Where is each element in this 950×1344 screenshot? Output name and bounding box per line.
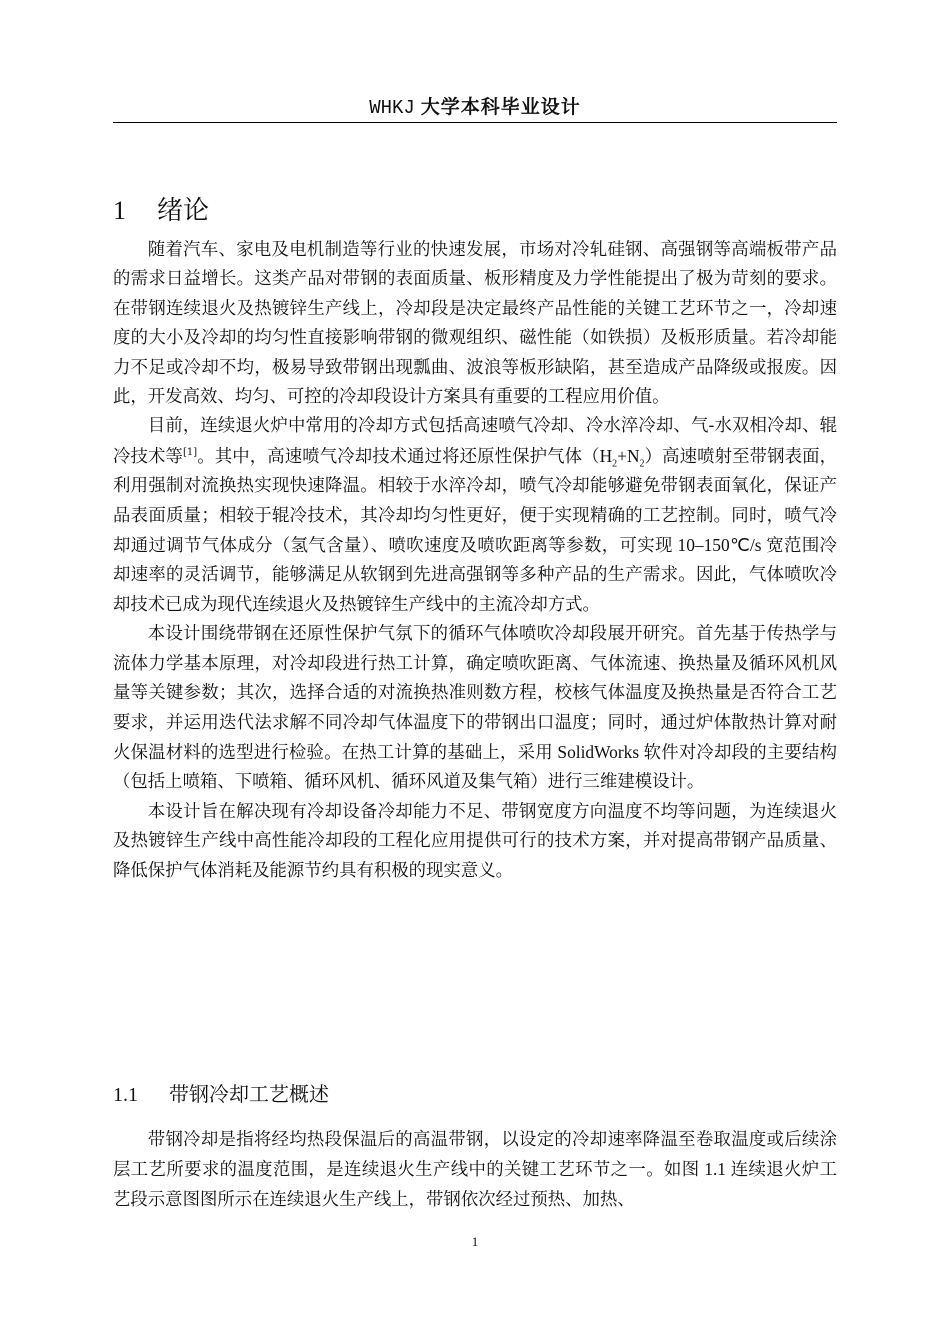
intro-body	[113, 236, 837, 886]
formula-n: +N	[617, 445, 640, 466]
formula-sub-1: 2	[612, 458, 618, 470]
chapter-title: 绪论	[157, 196, 210, 226]
software-name: SolidWorks	[552, 741, 644, 762]
section-body	[113, 1126, 837, 1215]
header-title-en: WHKJ	[369, 97, 415, 119]
header-divider	[113, 122, 837, 123]
p3-text-b: 软件对冷却段的主要结构（包括上喷箱、下喷箱、循环风机、循环风道及集气箱）进行三维建模设计。	[113, 742, 837, 793]
p2-text-a: 目前，连续退火炉中常用的冷却方式包括高速喷气冷却、冷水淬冷却、气-水双相冷却、辊冷技术等	[113, 416, 837, 467]
paragraph-5	[113, 1126, 837, 1215]
chapter-number: 1	[113, 196, 126, 225]
figure-ref: 1.1	[699, 1159, 731, 1180]
chapter-heading	[113, 190, 209, 227]
paragraph-1: 随着汽车、家电及电机制造等行业的快速发展，市场对冷轧硅钢、高强钢等高端板带产品的需求日益增长。这类产品对带钢的表面质量、板形精度及力学性能提出了极为苛刻的要求。在带钢连续退火及热镀锌生产线上，冷却段是决定最终产品性能的关键工艺环节之一，冷却速度的大小及冷却的均匀性直接影响带钢的微观组织、磁性能（如铁损）及板形质量。若冷却能力不足或冷却不均，极易导致带钢出现瓢曲、波浪等板形缺陷，甚至造成产品降级或报废。因此，开发高效、均匀、可控的冷却段设计方案具有重要的工程应用价值。	[113, 240, 837, 408]
p5-text-b: 连续退火炉工艺段示意图图所示在连续退火生产线上，带钢依次经过预热、加热、	[113, 1160, 837, 1210]
section-heading	[113, 1078, 329, 1107]
header-title-cn: 大学本科毕业设计	[420, 96, 581, 118]
section-number: 1.1	[113, 1084, 138, 1106]
p2-text-d: 宽范围冷却速率的灵活调节，能够满足从软钢到先进高强钢等多种产品的生产需求。因此，气体喷吹冷却技术已成为现代连续退火及热镀锌生产线中的主流冷却方式。	[113, 536, 837, 615]
formula-sub-2: 2	[639, 458, 645, 470]
paragraph-3	[113, 620, 837, 797]
p5-text-a: 带钢冷却是指将经均热段保温后的高温带钢，以设定的冷却速率降温至卷取温度或后续涂层工艺所要求的温度范围，是连续退火生产线中的关键工艺环节之一。如图	[113, 1130, 837, 1181]
formula-h: H	[599, 445, 613, 466]
section-title: 带钢冷却工艺概述	[169, 1082, 329, 1106]
p3-text-a: 本设计围绕带钢在还原性保护气氛下的循环气体喷吹冷却段展开研究。首先基于传热学与流体力学基本原理，对冷却段进行热工计算，确定喷吹距离、气体流速、换热量及循环风机风量等关键参数；其次，选择合适的对流换热准则数方程，校核气体温度及换热量是否符合工艺要求，并运用迭代法求解不同冷却气体温度下的带钢出口温度；同时，通过炉体散热计算对耐火保温材料的选型进行检验。在热工计算的基础上，采用	[113, 624, 837, 763]
citation-ref: [1]	[182, 447, 198, 459]
p2-text-c: ）高速喷射至带钢表面，利用强制对流换热实现快速降温。相较于水淬冷却，喷气冷却能够避免带钢表面氧化，保证产品表面质量；相较于辊冷技术，其冷却均匀性更好，便于实现精确的工艺控制。同时，喷气冷却通过调节气体成分（氢气含量）、喷吹速度及喷吹距离等参数，可实现	[113, 446, 837, 557]
paragraph-2	[113, 412, 837, 620]
page-header	[113, 92, 837, 119]
paragraph-4: 本设计旨在解决现有冷却设备冷却能力不足、带钢宽度方向温度不均等问题，为连续退火及热镀锌生产线中高性能冷却段的工程化应用提供可行的技术方案，并对提高带钢产品质量、降低保护气体消耗及能源节约具有积极的现实意义。	[113, 801, 837, 881]
p2-text-b: 。其中，高速喷气冷却技术通过将还原性保护气体（	[197, 446, 600, 467]
cooling-rate-range: 10–150℃/s	[672, 535, 767, 556]
page-number: 1	[471, 1234, 479, 1249]
